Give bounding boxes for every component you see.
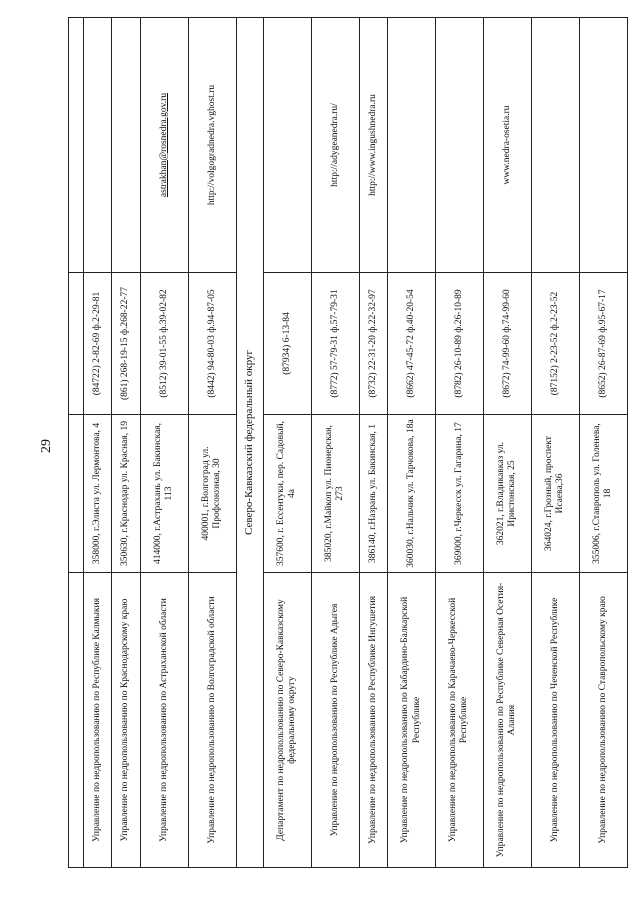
address-cell: 360030, г.Нальчик ул. Тарчокова, 18а	[388, 415, 436, 573]
phone-cell: (87934) 6-13-84	[263, 273, 311, 415]
phone-cell: (861) 268-19-15 ф.268-22-77	[112, 273, 140, 415]
address-cell: 369000, г.Черкесск ул. Гагарина, 17	[436, 415, 484, 573]
address-cell: 364024, г.Грозный, проспект Исаева,36	[531, 415, 579, 573]
table-row	[188, 18, 236, 868]
table-row	[359, 18, 387, 868]
agency-name-cell: Управление по недропользованию по Краснодарскому краю	[112, 573, 140, 868]
address-cell: 414000, г.Астрахань ул. Бакинская, 113	[140, 415, 188, 573]
table-row	[483, 18, 531, 868]
agency-name-cell: Управление по недропользованию по Республике Ингушетия	[359, 573, 387, 868]
table-row	[263, 18, 311, 868]
table-top-stub-row	[69, 18, 84, 868]
contacts-table	[68, 17, 628, 868]
website-cell	[436, 18, 484, 273]
agency-name-cell: Управление по недропользованию по Республике Адыгея	[311, 573, 359, 868]
website-cell: http://www.ingushnedra.ru	[359, 18, 387, 273]
table-row	[112, 18, 140, 868]
page-number: 29	[39, 439, 54, 453]
address-cell: 385020, г.Майкоп ул. Пионерская, 273	[311, 415, 359, 573]
table-row	[579, 18, 627, 868]
phone-cell: (8512) 39-01-55 ф.39-02-82	[140, 273, 188, 415]
district-header-row	[236, 18, 263, 868]
website-cell	[84, 18, 112, 273]
phone-cell: (8442) 94-80-03 ф.94-87-05	[188, 273, 236, 415]
address-cell: 350630, г.Краснодар ул. Красная, 19	[112, 415, 140, 573]
address-cell: 358000, г.Элиста ул. Лермонтова, 4	[84, 415, 112, 573]
website-cell: www.nedra-osetia.ru	[483, 18, 531, 273]
district-header: Северо-Кавказский федеральный округ	[236, 18, 263, 868]
phone-cell: (8782) 26-10-89 ф.26-10-89	[436, 273, 484, 415]
table-row	[388, 18, 436, 868]
phone-cell: (87152) 2-23-52 ф.2-23-52	[531, 273, 579, 415]
website-cell	[579, 18, 627, 273]
agency-name-cell: Департамент по недропользованию по Северо-Кавказскому федеральному округу	[263, 573, 311, 868]
table-row	[436, 18, 484, 868]
phone-cell: (8772) 57-79-31 ф.57-79-31	[311, 273, 359, 415]
phone-cell: (84722) 2-82-69 ф.2-29-81	[84, 273, 112, 415]
website-cell	[112, 18, 140, 273]
address-cell: 355006, г.Ставрополь ул. Голенева, 18	[579, 415, 627, 573]
phone-cell: (8732) 22-31-20 ф.22-32-97	[359, 273, 387, 415]
rotated-table-wrapper	[68, 18, 628, 868]
address-cell: 386140, г.Назрань ул. Бакинская, 1	[359, 415, 387, 573]
agency-name-cell: Управление по недропользованию по Астраханской области	[140, 573, 188, 868]
phone-cell: (8652) 26-87-69 ф.95-67-17	[579, 273, 627, 415]
agency-name-cell: Управление по недропользованию по Волгоградской области	[188, 573, 236, 868]
website-cell: astrakhan@rosnedra.gov.ru	[140, 18, 188, 273]
website-cell	[531, 18, 579, 273]
agency-name-cell: Управление по недропользованию по Чеченской Республике	[531, 573, 579, 868]
address-cell: 357600, г. Ессентуки, пер. Садовый, 4а	[263, 415, 311, 573]
agency-name-cell: Управление по недропользованию по Кабардино-Балкарской Республике	[388, 573, 436, 868]
phone-cell: (8662) 47-45-72 ф.40-20-54	[388, 273, 436, 415]
address-cell: 400001, г.Волгоград ул. Профсоюзная, 30	[188, 415, 236, 573]
agency-name-cell: Управление по недропользованию по Карачаево-Черкесской Республике	[436, 573, 484, 868]
agency-name-cell: Управление по недропользованию по Ставропольскому краю	[579, 573, 627, 868]
table-row	[140, 18, 188, 868]
website-cell	[388, 18, 436, 273]
agency-name-cell: Управление по недропользованию по Республике Северная Осетия-Алания	[483, 573, 531, 868]
table-row	[84, 18, 112, 868]
agency-name-cell: Управление по недропользованию по Республике Калмыкия	[84, 573, 112, 868]
website-cell: http://adygeanedra.ru/	[311, 18, 359, 273]
address-cell: 362021, г.Владикавказ ул. Иристонская, 25	[483, 415, 531, 573]
phone-cell: (8672) 74-99-60 ф.74-99-60	[483, 273, 531, 415]
table-row	[531, 18, 579, 868]
website-cell	[263, 18, 311, 273]
table-row	[311, 18, 359, 868]
website-cell: http://volgogradnedra.vghost.ru	[188, 18, 236, 273]
